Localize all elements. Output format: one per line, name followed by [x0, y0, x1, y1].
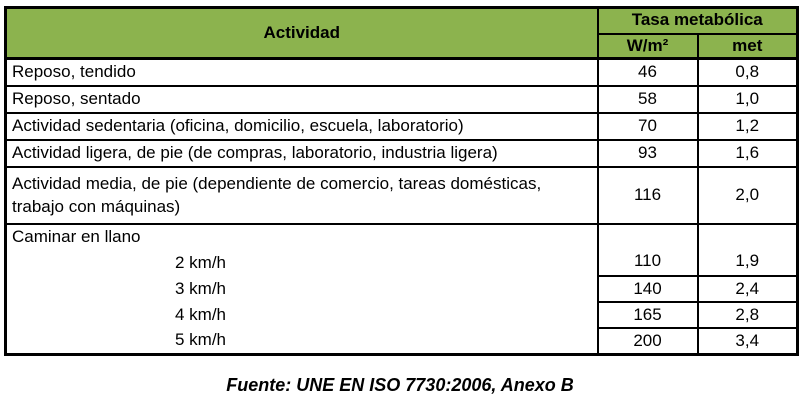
table-row	[6, 86, 798, 113]
column-header-activity: Actividad	[6, 8, 598, 59]
walking-speed-row	[6, 276, 798, 302]
met-cell: 1,6	[698, 140, 798, 167]
wm2-cell: 140	[598, 276, 698, 302]
met-cell: 3,4	[698, 328, 798, 354]
speed-cell: 4 km/h	[6, 302, 598, 328]
wm2-cell: 110	[598, 224, 698, 276]
column-header-wm2: W/m²	[598, 34, 698, 59]
wm2-cell: 70	[598, 113, 698, 140]
met-cell: 2,8	[698, 302, 798, 328]
met-cell: 0,8	[698, 59, 798, 86]
wm2-cell: 165	[598, 302, 698, 328]
activity-cell: Reposo, tendido	[6, 59, 598, 86]
wm2-cell: 200	[598, 328, 698, 354]
header-row-group	[6, 8, 798, 34]
activity-cell: Actividad sedentaria (oficina, domicilio, escuela, laboratorio)	[6, 113, 598, 140]
met-cell: 1,2	[698, 113, 798, 140]
walking-speed-row	[6, 302, 798, 328]
met-cell: 1,9	[698, 224, 798, 276]
activity-cell: Actividad ligera, de pie (de compras, laboratorio, industria ligera)	[6, 140, 598, 167]
column-header-met: met	[698, 34, 798, 59]
table-row	[6, 59, 798, 86]
table-row	[6, 113, 798, 140]
speed-cell: 3 km/h	[6, 276, 598, 302]
walking-speed-row	[6, 328, 798, 354]
metabolic-rate-table	[4, 6, 799, 356]
wm2-cell: 46	[598, 59, 698, 86]
activity-cell: Caminar en llano	[6, 224, 598, 250]
table-row	[6, 167, 798, 224]
activity-cell: Actividad media, de pie (dependiente de comercio, tareas domésticas, trabajo con máquinas)	[6, 167, 598, 224]
met-cell: 1,0	[698, 86, 798, 113]
wm2-cell: 116	[598, 167, 698, 224]
activity-cell: Reposo, sentado	[6, 86, 598, 113]
speed-cell: 5 km/h	[6, 328, 598, 354]
wm2-cell: 93	[598, 140, 698, 167]
speed-cell: 2 km/h	[6, 250, 598, 276]
column-header-metabolic-rate: Tasa metabólica	[598, 8, 798, 34]
wm2-cell: 58	[598, 86, 698, 113]
met-cell: 2,4	[698, 276, 798, 302]
source-caption: Fuente: UNE EN ISO 7730:2006, Anexo B	[226, 375, 574, 396]
walking-section-header-row	[6, 224, 798, 250]
met-cell: 2,0	[698, 167, 798, 224]
table-row	[6, 140, 798, 167]
